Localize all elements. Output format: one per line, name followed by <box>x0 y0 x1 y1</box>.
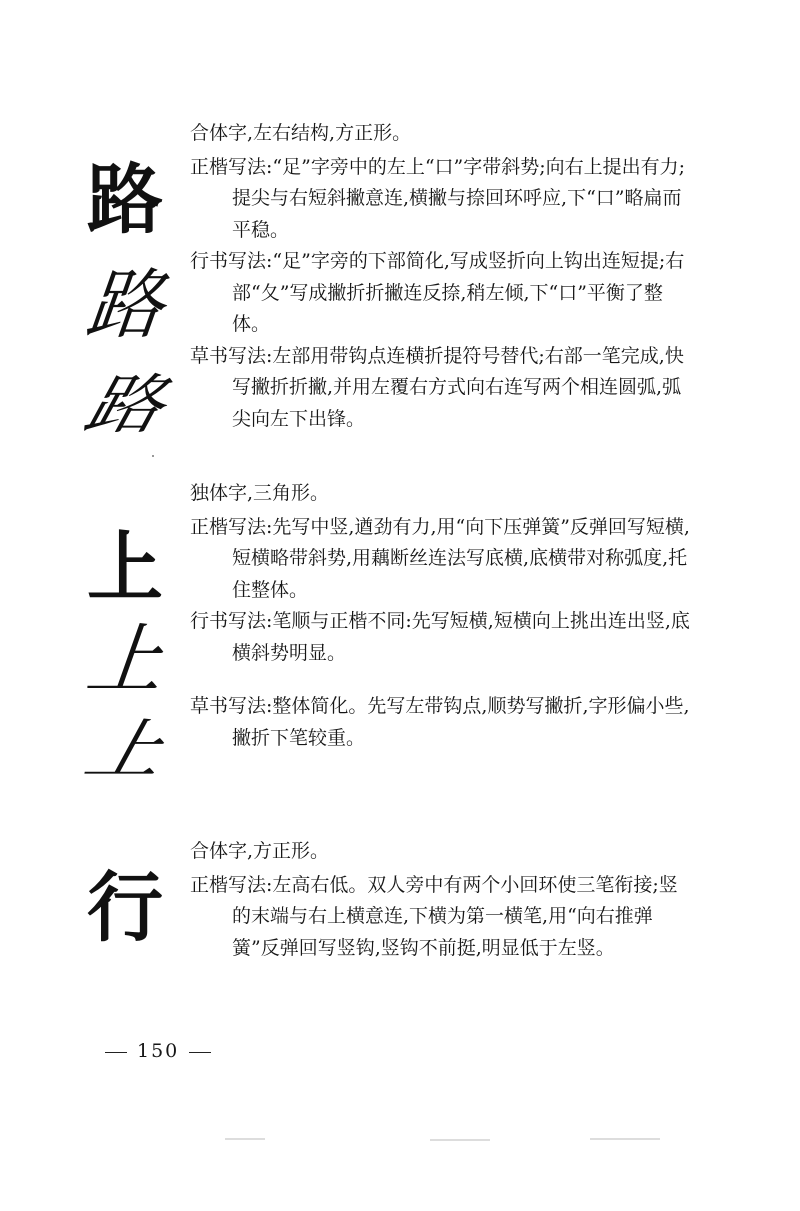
method-text: 先写中竖,遒劲有力,用“向下压弹簧”反弹回写短横,短横略带斜势,用藕断丝连法写底横,底横带对称弧度,托住整体。 <box>232 515 690 601</box>
glyph-kaishu-lu: 路 <box>87 155 163 244</box>
method-label: 正楷写法: <box>190 515 273 538</box>
method-text: 笔顺与正楷不同:先写短横,短横向上挑出连出竖,底横斜势明显。 <box>232 610 690 664</box>
glyph-kaishu-shang: 上 <box>87 523 163 612</box>
method-xingshu <box>190 246 690 341</box>
structure-note: 合体字,左右结构,方正形。 <box>190 122 412 144</box>
method-caoshu <box>190 691 690 754</box>
method-label: 行书写法: <box>190 250 273 272</box>
method-kaishu <box>190 152 690 247</box>
structure-note: 合体字,方正形。 <box>190 840 330 862</box>
page-number <box>95 1040 221 1062</box>
method-kaishu <box>190 512 690 607</box>
glyph-caoshu-shang: 上 <box>77 711 173 788</box>
method-label: 草书写法: <box>190 344 273 367</box>
entry-shang <box>190 478 690 754</box>
method-label: 正楷写法: <box>190 873 273 896</box>
method-label: 行书写法: <box>190 610 273 632</box>
method-label: 正楷写法: <box>190 155 273 178</box>
scan-smudge <box>590 1138 660 1140</box>
glyph-kaishu-xing: 行 <box>87 863 163 952</box>
structure-note: 独体字,三角形。 <box>190 482 330 504</box>
glyph-xingshu-shang: 上 <box>82 615 168 704</box>
method-text: “足”字旁的下部简化,写成竖折向上钩出连短提;右部“夂”写成撇折折撇连反捺,稍左倾,下“口”平衡了整体。 <box>232 250 685 335</box>
page-number-value: 150 <box>137 1040 180 1062</box>
scan-smudge <box>225 1138 265 1140</box>
method-text: 左部用带钩点连横折提符号替代;右部一笔完成,快写撇折折撇,并用左覆右方式向右连写两个相连圆弧,弧尖向左下出锋。 <box>232 344 684 430</box>
method-label: 草书写法: <box>190 695 273 717</box>
glyph-caoshu-lu: 路 <box>77 366 173 443</box>
method-caoshu <box>190 341 690 436</box>
method-text: “足”字旁中的左上“口”字带斜势;向右上提出有力;提尖与右短斜撇意连,横撇与捺回环呼应,下“口”略扁而平稳。 <box>232 155 686 241</box>
method-xingshu <box>190 606 690 669</box>
entry-lu <box>190 118 690 435</box>
method-text: 整体简化。先写左带钩点,顺势写撇折,字形偏小些,撇折下笔较重。 <box>232 695 690 749</box>
scan-smudge <box>430 1139 490 1141</box>
folio-dash-left <box>105 1052 127 1053</box>
method-text: 左高右低。双人旁中有两个小回环使三笔衔接;竖的末端与右上横意连,下横为第一横笔,用“向右推弹簧”反弹回写竖钩,竖钩不前挺,明显低于左竖。 <box>232 873 678 959</box>
glyph-xingshu-lu: 路 <box>82 260 168 349</box>
scan-speck <box>152 455 154 457</box>
folio-dash-right <box>189 1052 211 1053</box>
